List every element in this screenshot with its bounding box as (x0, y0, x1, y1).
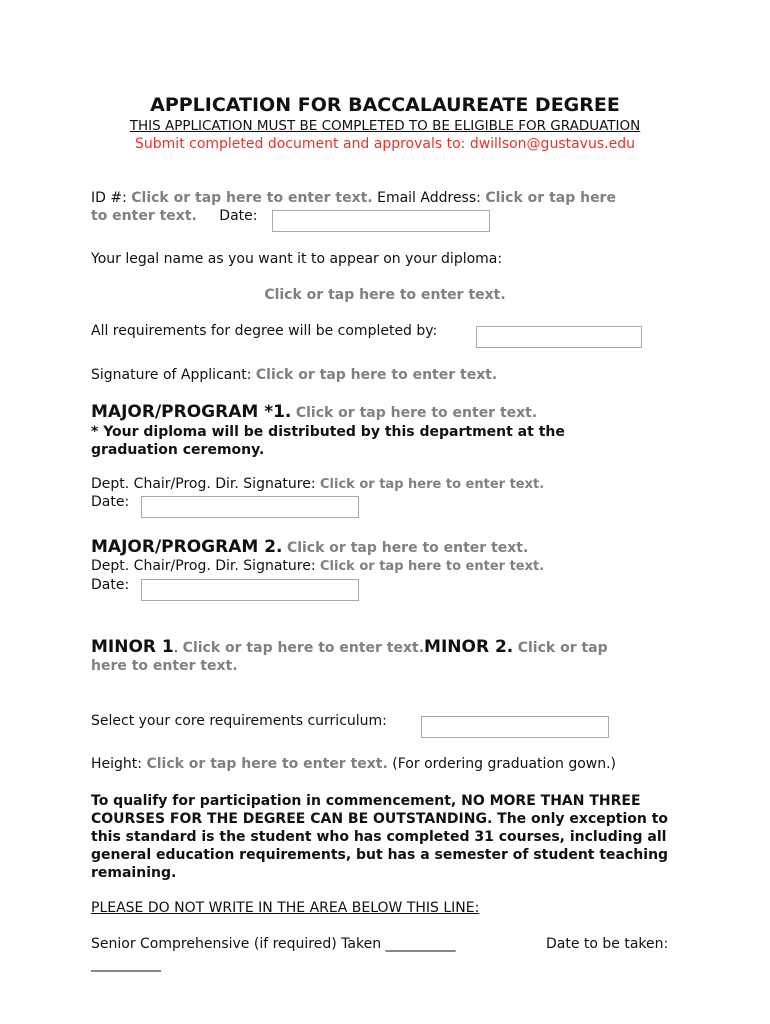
height-label: Height: (91, 756, 142, 772)
major2-chair-row (91, 558, 544, 574)
minor2-field-line1[interactable]: Click or tap (517, 640, 608, 656)
id-row (91, 190, 616, 206)
major1-chair-label: Dept. Chair/Prog. Dir. Signature: (91, 476, 316, 492)
qualify-paragraph: To qualify for participation in commencement, NO MORE THAN THREE COURSES FOR THE DEGREE CAN BE OUTSTANDING. The only exception to this standard is the student who has completed 31 courses, including all general education requirements, but has a semester of student teaching remaining. (91, 793, 669, 881)
legal-name-field[interactable]: Click or tap here to enter text. (264, 287, 506, 303)
legal-name-label: Your legal name as you want it to appear on your diploma: (91, 251, 503, 267)
major1-date-label: Date: (91, 494, 130, 510)
major2-label: MAJOR/PROGRAM 2. (91, 537, 283, 557)
date-field[interactable] (272, 210, 490, 232)
date-label: Date: (219, 208, 258, 224)
major1-row (91, 402, 537, 422)
email-field-line2[interactable]: to enter text. (91, 208, 197, 224)
id-field[interactable]: Click or tap here to enter text. (131, 190, 373, 206)
requirements-label: All requirements for degree will be completed by: (91, 323, 438, 339)
major2-chair-field[interactable]: Click or tap here to enter text. (320, 559, 545, 574)
major2-row (91, 537, 528, 557)
date-taken-blank: __________ (91, 956, 161, 972)
major2-date-label: Date: (91, 577, 130, 593)
minor1-label: MINOR 1 (91, 637, 174, 657)
requirements-date-field[interactable] (476, 326, 642, 348)
height-note: (For ordering graduation gown.) (392, 756, 617, 772)
date-taken-label: Date to be taken: (546, 936, 669, 952)
signature-row (91, 367, 497, 383)
height-row (91, 756, 616, 772)
major1-chair-field[interactable]: Click or tap here to enter text. (320, 477, 545, 492)
signature-field[interactable]: Click or tap here to enter text. (255, 367, 498, 383)
major1-label: MAJOR/PROGRAM *1. (91, 402, 292, 422)
email-field-line1[interactable]: Click or tap here (485, 190, 616, 206)
minors-row (91, 637, 608, 657)
submit-note: Submit completed document and approvals to: dwillson@gustavus.edu (135, 136, 635, 152)
core-label: Select your core requirements curriculum: (91, 713, 387, 729)
major2-chair-label: Dept. Chair/Prog. Dir. Signature: (91, 558, 316, 574)
senior-comp-label: Senior Comprehensive (if required) Taken __________ (91, 936, 456, 952)
page-title: APPLICATION FOR BACCALAUREATE DEGREE (150, 94, 620, 116)
minor1-dot: . (173, 640, 179, 656)
major1-chair-row (91, 476, 544, 492)
major2-date-field[interactable] (141, 579, 359, 601)
id-label: ID #: (91, 190, 127, 206)
minor1-field[interactable]: Click or tap here to enter text. (182, 640, 425, 656)
core-select[interactable] (421, 716, 609, 738)
minor2-label: MINOR 2. (424, 637, 514, 657)
major1-date-field[interactable] (141, 496, 359, 518)
signature-label: Signature of Applicant: (91, 367, 252, 383)
page-subtitle: THIS APPLICATION MUST BE COMPLETED TO BE ELIGIBLE FOR GRADUATION (129, 118, 641, 134)
height-field[interactable]: Click or tap here to enter text. (146, 756, 388, 772)
id-row-cont (91, 208, 257, 224)
office-use-header: PLEASE DO NOT WRITE IN THE AREA BELOW THIS LINE: (91, 900, 480, 916)
email-label: Email Address: (377, 190, 481, 206)
major2-field[interactable]: Click or tap here to enter text. (286, 540, 529, 556)
minor2-field-line2[interactable]: here to enter text. (91, 658, 238, 674)
major1-note-line1: * Your diploma will be distributed by this department at the (91, 424, 565, 440)
major1-field[interactable]: Click or tap here to enter text. (295, 405, 538, 421)
major1-note-line2: graduation ceremony. (91, 442, 265, 458)
